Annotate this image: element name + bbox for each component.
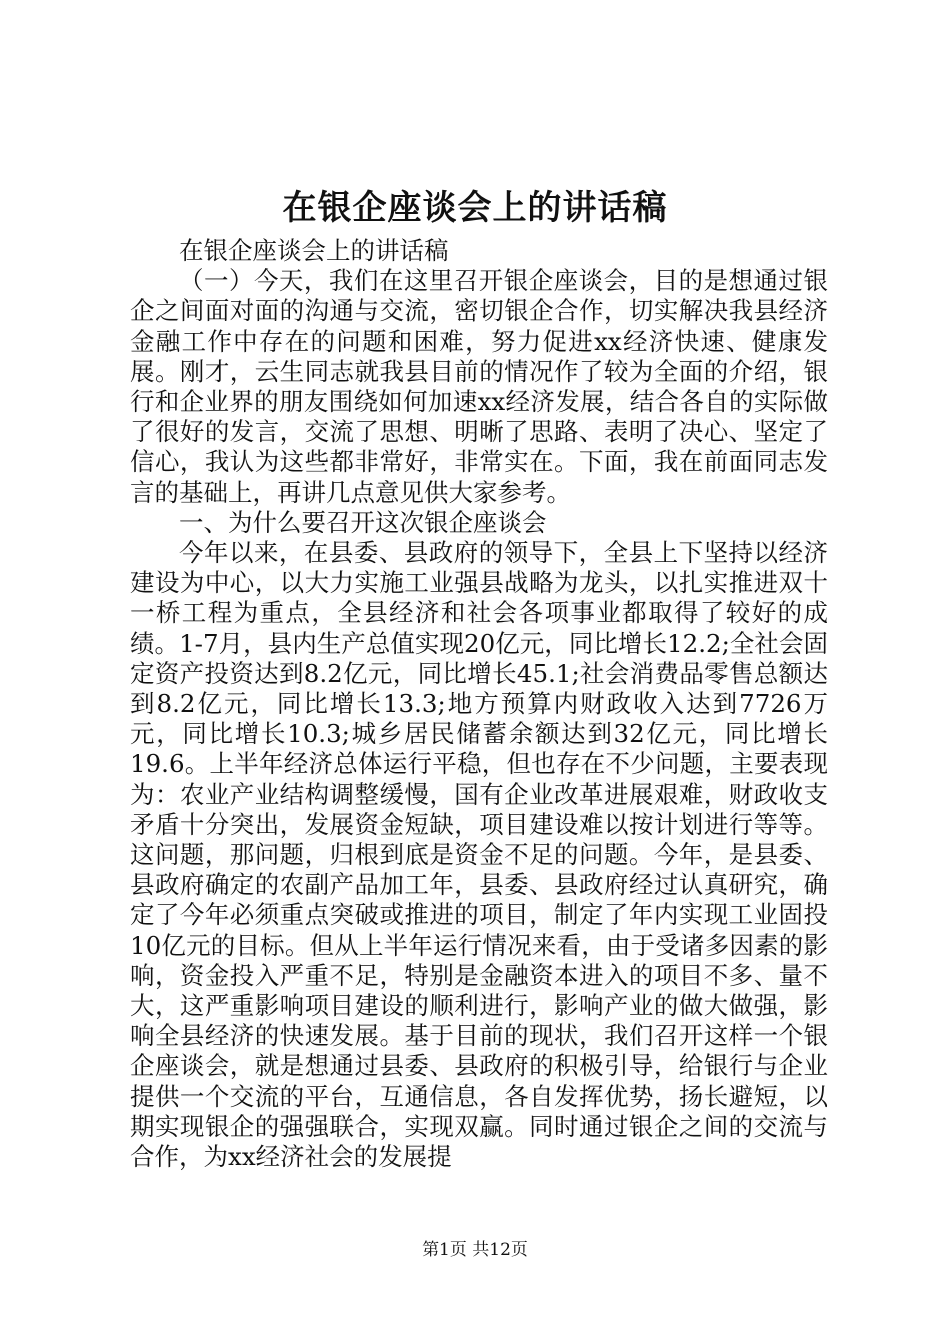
paragraph-body: 今年以来，在县委、县政府的领导下，全县上下坚持以经济建设为中心，以大力实施工业强县战略为龙头，以扎实推进双十一桥工程为重点，全县经济和社会各项事业都取得了较好的成绩。1-7月，县内生产总值实现20亿元，同比增长12.2;全社会固定资产投资达到8.2亿元，同比增长45.1;社会消费品零售总额达到8.2亿元，同比增长13.3;地方预算内财政收入达到7726万元，同比增长10.3;城乡居民储蓄余额达到32亿元，同比增长19.6。上半年经济总体运行平稳，但也存在不少问题，主要表现为：农业产业结构调整缓慢，国有企业改革进展艰难，财政收支矛盾十分突出，发展资金短缺，项目建设难以按计划进行等等。这问题，那问题，归根到底是资金不足的问题。今年，是县委、县政府确定的农副产品加工年，县委、县政府经过认真研究，确定了今年必须重点突破或推进的项目，制定了年内实现工业固投10亿元的目标。但从上半年运行情况来看，由于受诸多因素的影响，资金投入严重不足，特别是金融资本进入的项目不多、量不大，这严重影响项目建设的顺利进行，影响产业的做大做强，影响全县经济的快速发展。基于目前的现状，我们召开这样一个银企座谈会，就是想通过县委、县政府的积极引导，给银行与企业提供一个交流的平台，互通信息，各自发挥优势，扬长避短，以期实现银企的强强联合，实现双赢。同时通过银企之间的交流与合作，为xx经济社会的发展提 <box>130 538 828 1172</box>
document-body <box>130 236 828 1172</box>
section-heading: 一、为什么要召开这次银企座谈会 <box>179 507 547 537</box>
document-title: 在银企座谈会上的讲话稿 <box>282 188 668 228</box>
paragraph-subtitle: 在银企座谈会上的讲话稿 <box>179 236 449 265</box>
paragraph-intro: （一）今天，我们在这里召开银企座谈会，目的是想通过银企之间面对面的沟通与交流，密切银企合作，切实解决我县经济金融工作中存在的问题和困难，努力促进xx经济快速、健康发展。刚才，云生同志就我县目前的情况作了较为全面的介绍，银行和企业界的朋友围绕如何加速xx经济发展，结合各自的实际做了很好的发言，交流了思想、明晰了思路、表明了决心、坚定了信心，我认为这些都非常好，非常实在。下面，我在前面同志发言的基础上，再讲几点意见供大家参考。 <box>130 266 828 507</box>
page-footer: 第1页 共12页 <box>422 1240 528 1260</box>
